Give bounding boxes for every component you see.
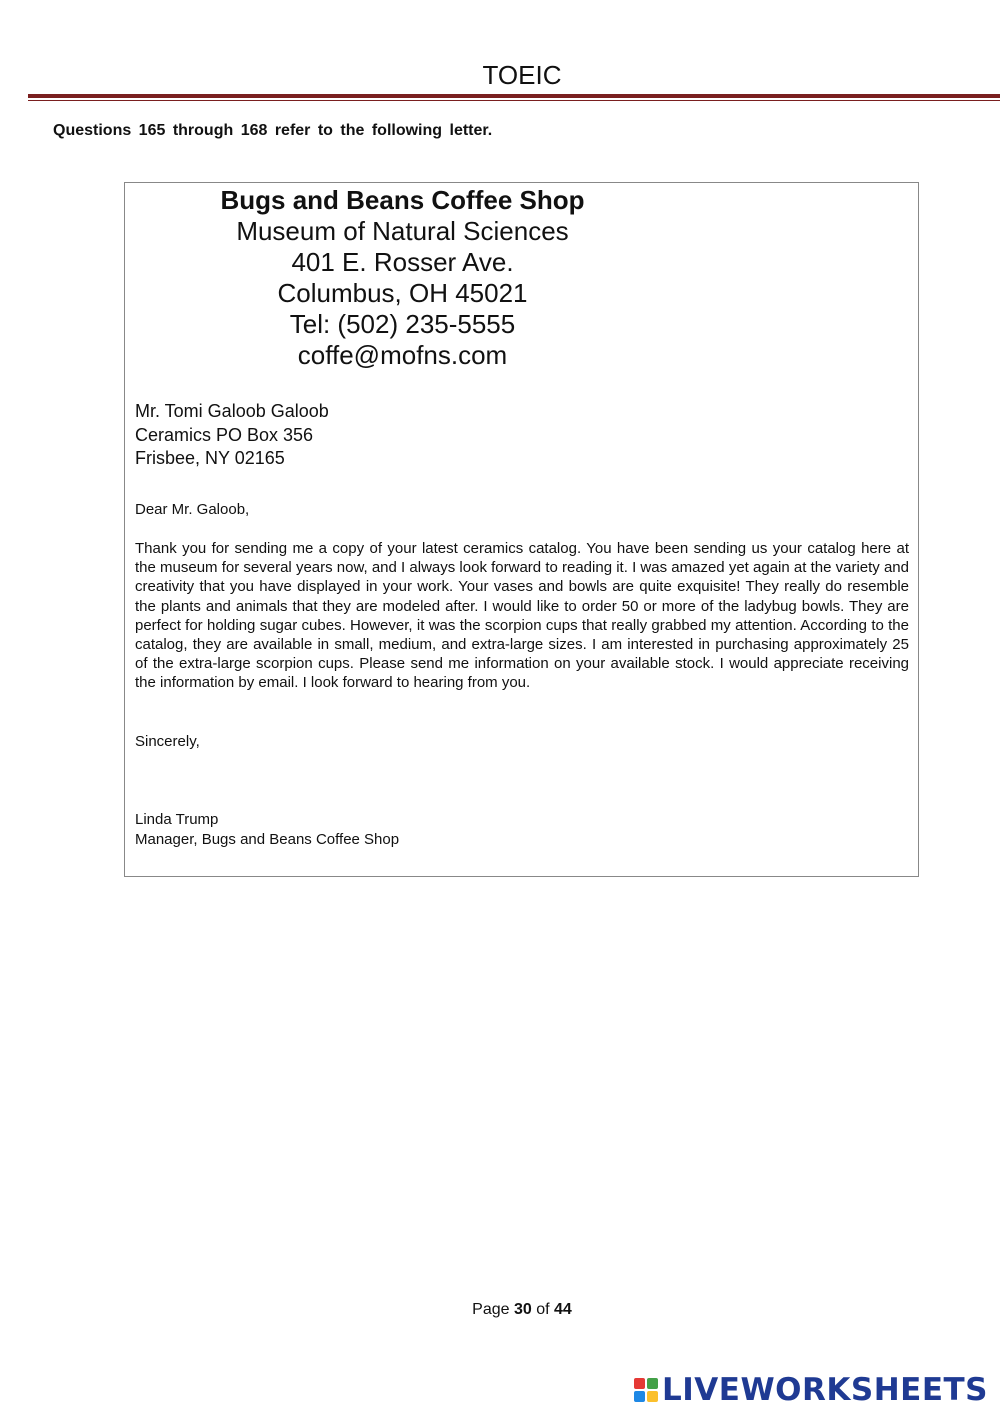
recipient-line: Ceramics PO Box 356: [135, 424, 314, 445]
recipient-address: [135, 400, 329, 471]
letterhead-line: 401 E. Rosser Ave.: [291, 247, 514, 277]
letterhead: [215, 183, 590, 371]
liveworksheets-logo-icon: [634, 1378, 658, 1402]
liveworksheets-brand: [634, 1372, 988, 1408]
salutation: Dear Mr. Galoob,: [135, 501, 250, 518]
closing: Sincerely,: [135, 733, 200, 750]
liveworksheets-wordmark: LIVEWORKSHEETS: [662, 1372, 988, 1408]
page-number: [0, 1301, 1000, 1319]
page-total: 44: [554, 1301, 572, 1318]
logo-square: [634, 1378, 645, 1389]
letterhead-line: coffe@mofns.com: [297, 340, 508, 370]
letterhead-line: Columbus, OH 45021: [277, 278, 528, 308]
page-header-title: TOEIC: [482, 60, 562, 90]
page-prefix: Page: [472, 1301, 510, 1318]
logo-square: [647, 1378, 658, 1389]
page-current: 30: [513, 1301, 532, 1318]
signature-name: Linda Trump: [135, 811, 219, 828]
letterhead-line: Museum of Natural Sciences: [236, 216, 569, 246]
recipient-line: Frisbee, NY 02165: [135, 448, 285, 468]
signature-title: Manager, Bugs and Beans Coffee Shop: [135, 831, 400, 848]
recipient-line: Mr. Tomi Galoob Galoob: [135, 401, 329, 421]
logo-square: [647, 1391, 658, 1402]
header-rule-thin: [28, 100, 1000, 101]
question-instructions: Questions 165 through 168 refer to the following letter.: [53, 122, 493, 139]
header-rule-thick: [28, 94, 1000, 98]
page-of: of: [536, 1301, 550, 1318]
logo-square: [634, 1391, 645, 1402]
letter-body: Thank you for sending me a copy of your latest ceramics catalog. You have been sending us your catalog here at the museum for several years now, and I always look forward to reading it. I was amazed yet again at the variety and creativity that you have displayed in your work. Your vases and bowls are quite exquisite! They really do resemble the plants and animals that they are modeled after. I would like to order 50 or more of the ladybug bowls. They are perfect for holding sugar cubes. However, it was the scorpion cups that really grabbed my attention. According to the catalog, they are available in small, medium, and extra-large sizes. I am interested in purchasing approximately 25 of the extra-large scorpion cups. Please send me information on your available stock. I would appreciate receiving the information by email. I look forward to hearing from you.: [135, 540, 909, 692]
letterhead-company-name: Bugs and Beans Coffee Shop: [220, 185, 585, 215]
signature-block: [135, 810, 399, 850]
letterhead-line: Tel: (502) 235-5555: [289, 309, 516, 339]
letter-box: [124, 182, 919, 877]
